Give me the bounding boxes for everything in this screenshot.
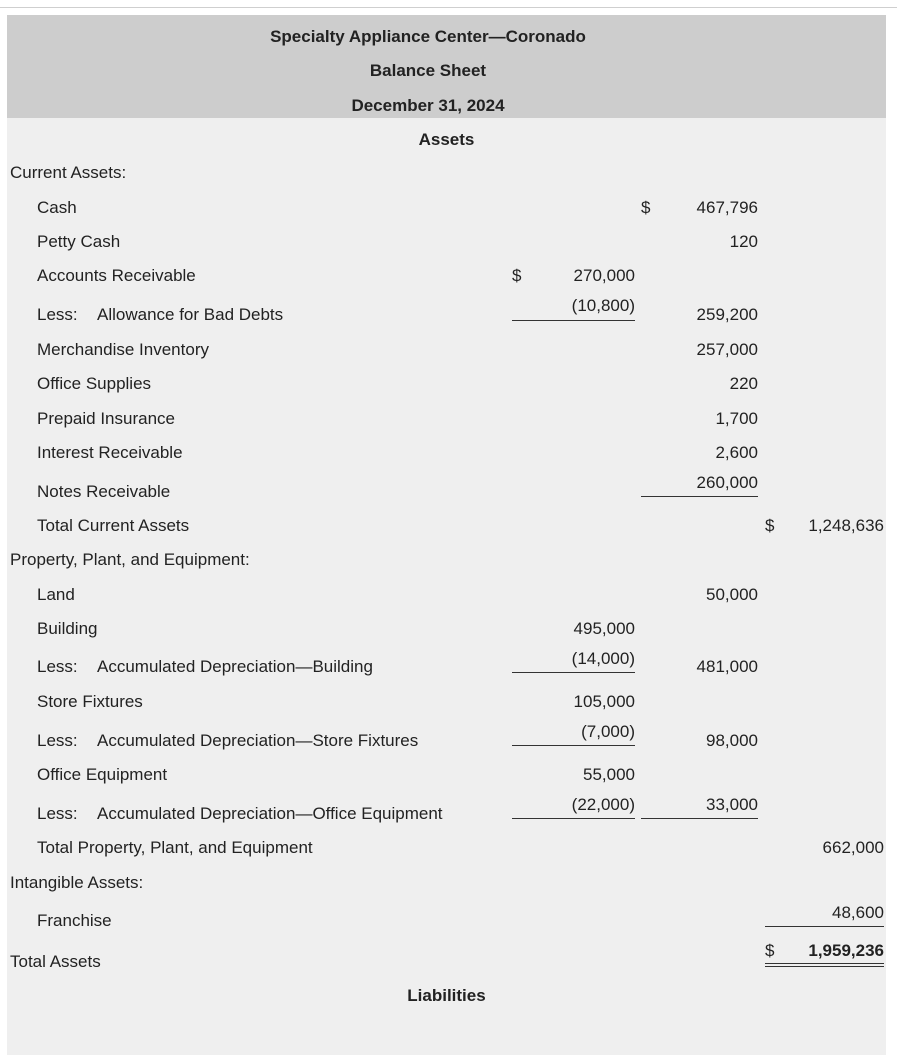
total-current-assets-label: Total Current Assets (37, 516, 190, 535)
accum-office-label: Accumulated Depreciation—Office Equipment (97, 804, 443, 823)
statement-header (7, 15, 886, 118)
accum-fixtures-value: (7,000) (581, 722, 635, 741)
interest-receivable-label: Interest Receivable (37, 443, 183, 462)
ar-net-value: 259,200 (696, 305, 758, 324)
building-label: Building (37, 619, 98, 638)
intangibles-heading: Intangible Assets: (10, 873, 144, 892)
merchandise-label: Merchandise Inventory (37, 340, 209, 359)
building-underline (512, 672, 635, 673)
total-assets-label: Total Assets (10, 952, 101, 971)
accounts-receivable-label: Accounts Receivable (37, 266, 196, 285)
current-assets-heading: Current Assets: (10, 163, 127, 182)
ar-dollar: $ (512, 266, 522, 285)
statement-date: December 31, 2024 (351, 96, 505, 115)
allowance-underline (512, 320, 635, 321)
total-current-assets-value: 1,248,636 (808, 516, 884, 535)
ppe-underline (641, 818, 758, 819)
cash-label: Cash (37, 198, 77, 217)
office-supplies-label: Office Supplies (37, 374, 152, 393)
accum-building-less: Less: (37, 657, 78, 676)
accum-office-value: (22,000) (571, 795, 635, 814)
fixtures-underline (512, 745, 635, 746)
merchandise-value: 257,000 (696, 340, 758, 359)
accum-office-less: Less: (37, 804, 78, 823)
notes-receivable-label: Notes Receivable (37, 482, 171, 501)
notes-receivable-value: 260,000 (696, 473, 758, 492)
accum-fixtures-less: Less: (37, 731, 78, 750)
petty-cash-label: Petty Cash (37, 232, 121, 251)
statement-title: Balance Sheet (369, 61, 487, 80)
office-underline (512, 818, 635, 819)
accum-fixtures-label: Accumulated Depreciation—Store Fixtures (97, 731, 419, 750)
total-assets-value: 1,959,236 (808, 941, 884, 960)
building-value: 495,000 (573, 619, 635, 638)
cash-dollar: $ (641, 198, 651, 217)
franchise-label: Franchise (37, 911, 112, 930)
allowance-less: Less: (37, 305, 78, 324)
fixtures-net-value: 98,000 (706, 731, 758, 750)
assets-heading: Assets (418, 130, 475, 149)
franchise-underline (765, 926, 884, 927)
office-net-value: 33,000 (706, 795, 758, 814)
land-label: Land (37, 585, 75, 604)
interest-receivable-value: 2,600 (715, 443, 758, 462)
allowance-value: (10,800) (571, 296, 635, 315)
building-net-value: 481,000 (696, 657, 758, 676)
accum-building-value: (14,000) (571, 649, 635, 668)
petty-cash-value: 120 (729, 232, 758, 251)
company-name: Specialty Appliance Center—Coronado (270, 27, 586, 46)
store-fixtures-value: 105,000 (573, 692, 635, 711)
total-assets-double-underline (765, 963, 884, 967)
land-value: 50,000 (706, 585, 758, 604)
ppe-heading: Property, Plant, and Equipment: (10, 550, 250, 569)
total-ppe-value: 662,000 (822, 838, 884, 857)
franchise-value: 48,600 (832, 903, 884, 922)
liabilities-heading: Liabilities (407, 986, 486, 1005)
balance-sheet (7, 15, 886, 1055)
accounts-receivable-value: 270,000 (573, 266, 635, 285)
office-equipment-label: Office Equipment (37, 765, 168, 784)
cash-value: 467,796 (696, 198, 758, 217)
tca-dollar: $ (765, 516, 775, 535)
prepaid-insurance-value: 1,700 (715, 409, 758, 428)
office-equipment-value: 55,000 (583, 765, 635, 784)
current-assets-underline (641, 496, 758, 497)
office-supplies-value: 220 (729, 374, 758, 393)
prepaid-insurance-label: Prepaid Insurance (37, 409, 175, 428)
accum-building-label: Accumulated Depreciation—Building (97, 657, 373, 676)
store-fixtures-label: Store Fixtures (37, 692, 143, 711)
total-assets-dollar: $ (765, 941, 775, 960)
allowance-label: Allowance for Bad Debts (97, 305, 284, 324)
top-divider (0, 7, 897, 8)
total-ppe-label: Total Property, Plant, and Equipment (37, 838, 313, 857)
